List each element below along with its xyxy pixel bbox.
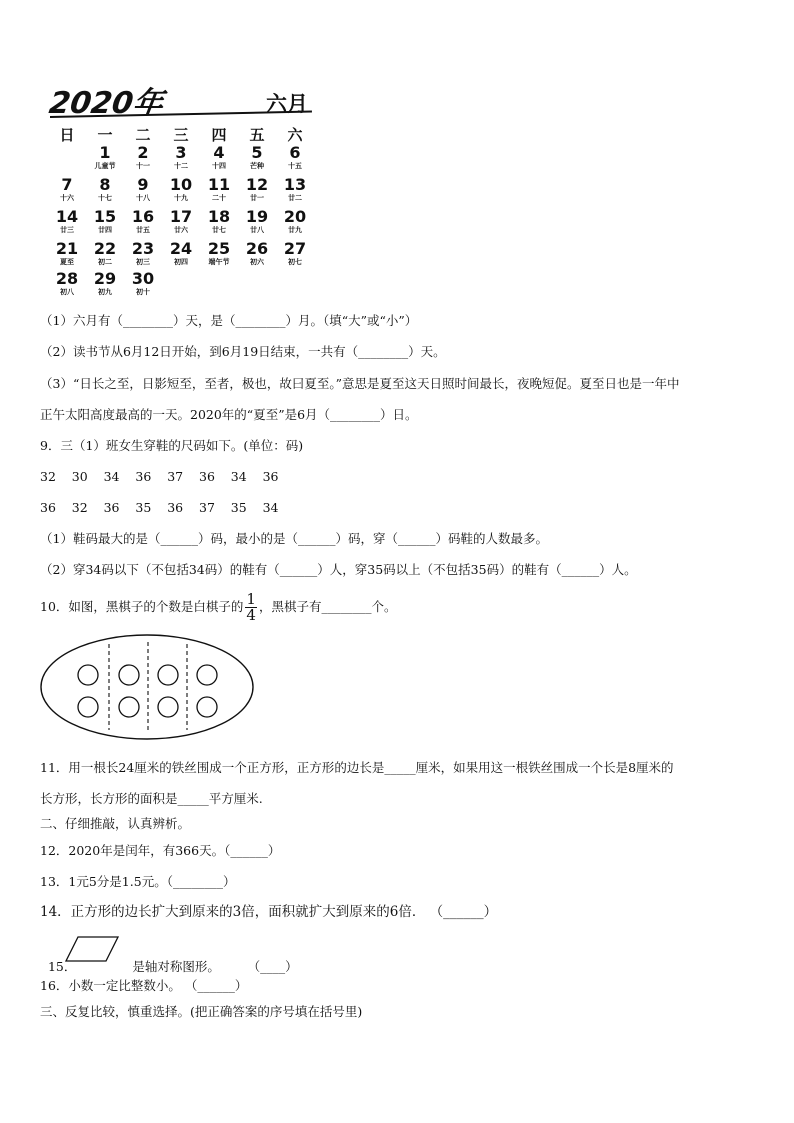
calendar-day: [86, 270, 124, 297]
section-2-heading: 二、仔细推敲，认真辨析。: [40, 816, 191, 831]
white-piece: [119, 665, 139, 685]
weekday-label: 六: [287, 126, 303, 144]
lunar-label: 初七: [288, 258, 302, 266]
lunar-label: 十四: [212, 162, 226, 170]
lunar-label: 十一: [136, 162, 150, 170]
q15-text: 是轴对称图形。 （____）: [132, 959, 298, 974]
calendar-day: [86, 240, 124, 267]
white-piece: [78, 665, 98, 685]
q10-denominator: 4: [246, 606, 256, 624]
calendar-day: [162, 144, 200, 171]
lunar-label: 初六: [250, 258, 264, 266]
day-number: 30: [131, 269, 155, 288]
calendar-day: [124, 208, 162, 235]
day-number: 23: [131, 239, 155, 258]
q15-number: 15．: [47, 959, 77, 974]
day-number: 25: [207, 239, 231, 258]
day-number: 10: [169, 175, 193, 194]
calendar-year: 2020年: [47, 86, 166, 121]
lunar-label: 十九: [174, 194, 188, 202]
day-number: 16: [131, 207, 155, 226]
lunar-label: 十七: [98, 194, 112, 202]
q9-data-row2: 36 32 36 35 36 37 35 34: [40, 500, 279, 515]
day-number: 19: [245, 207, 269, 226]
day-number: 8: [99, 175, 111, 194]
lunar-label: 廿六: [174, 226, 188, 234]
day-number: 14: [55, 207, 79, 226]
day-number: 3: [175, 143, 187, 162]
day-number: 28: [55, 269, 79, 288]
lunar-label: 端午节: [208, 258, 230, 266]
calendar-day: [276, 176, 314, 203]
day-number: 7: [61, 175, 73, 194]
weekday-label: 五: [249, 126, 265, 144]
white-piece: [78, 697, 98, 717]
chess-pieces-figure: [40, 632, 260, 742]
q9-part2: （2）穿34码以下（不包括34码）的鞋有（______）人，穿35码以上（不包括35码）的鞋有（______）人。: [40, 562, 637, 577]
lunar-label: 初三: [136, 258, 150, 266]
calendar-day: [276, 144, 314, 171]
calendar-day: [124, 270, 162, 297]
oval-outline: [41, 635, 253, 739]
lunar-label: 廿七: [212, 226, 226, 234]
calendar-day: [200, 176, 238, 203]
weekday-label: 一: [97, 126, 113, 144]
q8-part1: （1）六月有（________）天，是（________）月。（填“大”或“小”）: [40, 313, 418, 328]
lunar-label: 十八: [136, 194, 150, 202]
lunar-label: 儿童节: [94, 162, 116, 170]
day-number: 20: [283, 207, 307, 226]
calendar-day: [200, 240, 238, 267]
lunar-label: 廿二: [288, 194, 302, 202]
calendar-day: [86, 208, 124, 235]
weekday-label: 三: [173, 126, 189, 144]
day-number: 11: [207, 175, 231, 194]
calendar-day: [124, 144, 162, 171]
day-number: 24: [169, 239, 193, 258]
q14: 14．正方形的边长扩大到原来的3倍，面积就扩大到原来的6倍． （______）: [40, 904, 498, 920]
lunar-label: 初九: [98, 288, 112, 296]
q9-part1: （1）鞋码最大的是（______）码，最小的是（______）码，穿（______）码鞋的人数最多。: [40, 531, 548, 546]
day-number: 26: [245, 239, 269, 258]
calendar-day: [276, 208, 314, 235]
weekday-label: 日: [59, 126, 75, 144]
q10-pre: 10．如图，黑棋子的个数是白棋子的: [40, 599, 244, 614]
lunar-label: 十二: [174, 162, 188, 170]
parallelogram-figure: [64, 935, 120, 963]
calendar-day: [238, 176, 276, 203]
lunar-label: 廿九: [288, 226, 302, 234]
q16: 16．小数一定比整数小。 （______）: [40, 978, 248, 993]
day-number: 5: [251, 143, 263, 162]
calendar-day: [238, 144, 276, 171]
lunar-label: 夏至: [60, 258, 74, 266]
q11-line2: 长方形，长方形的面积是_____平方厘米.: [40, 791, 263, 806]
q8-part3-line2: 正午太阳高度最高的一天。2020年的“夏至”是6月（________）日。: [40, 407, 418, 422]
calendar-day: [48, 270, 86, 297]
lunar-label: 初十: [136, 288, 150, 296]
calendar-day: [48, 208, 86, 235]
section-3-heading: 三、反复比较，慎重选择。(把正确答案的序号填在括号里): [40, 1004, 363, 1019]
day-number: 15: [93, 207, 117, 226]
calendar-day: [276, 240, 314, 267]
day-number: 17: [169, 207, 193, 226]
day-number: 1: [99, 143, 111, 162]
calendar-day: [200, 144, 238, 171]
calendar-month: 六月: [266, 92, 308, 116]
q10-numerator: 1: [246, 590, 256, 608]
white-piece: [119, 697, 139, 717]
lunar-label: 廿三: [60, 226, 74, 234]
day-number: 18: [207, 207, 231, 226]
lunar-label: 廿五: [136, 226, 150, 234]
calendar-day: [86, 144, 124, 171]
calendar-day: [124, 240, 162, 267]
q12: 12．2020年是闰年，有366天。（______）: [40, 843, 281, 858]
day-number: 12: [245, 175, 269, 194]
calendar-day: [162, 176, 200, 203]
day-number: 29: [93, 269, 117, 288]
day-number: 13: [283, 175, 307, 194]
day-number: 21: [55, 239, 79, 258]
q9-stem: 9．三（1）班女生穿鞋的尺码如下。(单位：码): [40, 438, 304, 453]
lunar-label: 十五: [288, 162, 302, 170]
calendar: [40, 72, 330, 312]
q10: [40, 590, 396, 624]
lunar-label: 十六: [60, 194, 74, 202]
q9-data-row1: 32 30 34 36 37 36 34 36: [40, 469, 279, 484]
white-piece: [197, 697, 217, 717]
lunar-label: 廿一: [250, 194, 264, 202]
weekday-label: 二: [135, 126, 151, 144]
day-number: 22: [93, 239, 117, 258]
day-number: 4: [213, 143, 225, 162]
calendar-day: [238, 240, 276, 267]
lunar-label: 二十: [212, 194, 226, 202]
lunar-label: 芒种: [250, 162, 264, 170]
day-number: 27: [283, 239, 307, 258]
white-piece: [158, 665, 178, 685]
q10-fraction: [245, 592, 257, 623]
q8-part2: （2）读书节从6月12日开始，到6月19日结束，一共有（________）天。: [40, 344, 446, 359]
lunar-label: 初二: [98, 258, 112, 266]
white-piece: [197, 665, 217, 685]
weekday-label: 四: [211, 126, 227, 144]
calendar-day: [124, 176, 162, 203]
day-number: 2: [137, 143, 149, 162]
calendar-day: [200, 208, 238, 235]
lunar-label: 初八: [60, 288, 74, 296]
day-number: 9: [137, 175, 149, 194]
calendar-day: [48, 176, 86, 203]
q13: 13．1元5分是1.5元。（________）: [40, 874, 236, 889]
lunar-label: 廿四: [98, 226, 112, 234]
calendar-day: [238, 208, 276, 235]
white-piece: [158, 697, 178, 717]
calendar-day: [86, 176, 124, 203]
calendar-day: [162, 208, 200, 235]
q8-part3-line1: （3）“日长之至，日影短至，至者，极也，故曰夏至。”意思是夏至这天日照时间最长，夜晚短促。夏至日也是一年中: [40, 376, 680, 391]
calendar-day: [162, 240, 200, 267]
lunar-label: 初四: [174, 258, 188, 266]
day-number: 6: [289, 143, 301, 162]
q11-line1: 11．用一根长24厘米的铁丝围成一个正方形，正方形的边长是_____厘米，如果用这一根铁丝围成一个长是8厘米的: [40, 760, 674, 775]
q10-post: ，黑棋子有________个。: [258, 599, 397, 614]
calendar-day: [48, 240, 86, 267]
lunar-label: 廿八: [250, 226, 264, 234]
